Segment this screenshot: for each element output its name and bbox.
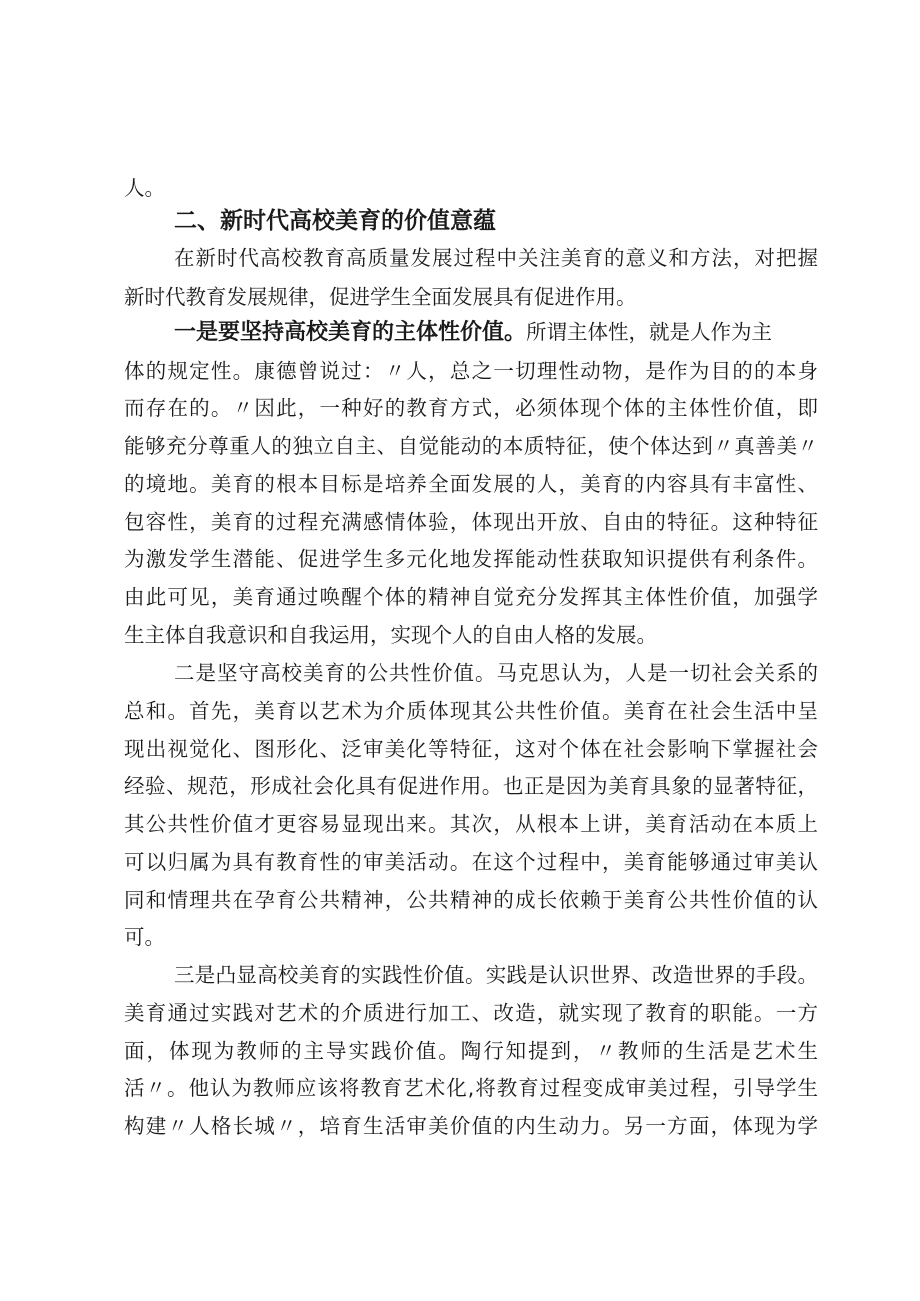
paragraph-line: 美育通过实践对艺术的介质进行加工、改造，就实现了教育的职能。一方 bbox=[124, 1001, 818, 1025]
paragraph-text: 所谓主体性，就是人作为主 bbox=[526, 320, 773, 344]
paragraph-line: 三是凸显高校美育的实践性价值。实践是认识世界、改造世界的手段。 bbox=[174, 963, 818, 987]
paragraph-line: 面，体现为教师的主导实践价值。陶行知提到，〃教师的生活是艺术生 bbox=[124, 1039, 818, 1063]
section-heading: 二、新时代高校美育的价值意蕴 bbox=[174, 208, 496, 234]
paragraph-line: 活〃。他认为教师应该将教育艺术化,将教育过程变成审美过程，引导学生 bbox=[124, 1076, 818, 1100]
paragraph-line: 经验、规范，形成社会化具有促进作用。也正是因为美育具象的显著特征， bbox=[124, 774, 818, 798]
paragraph-line: 包容性，美育的过程充满感情体验，体现出开放、自由的特征。这种特征 bbox=[124, 510, 818, 534]
paragraph-line: 同和情理共在孕育公共精神，公共精神的成长依赖于美育公共性价值的认 bbox=[124, 888, 818, 912]
paragraph-line: 在新时代高校教育高质量发展过程中关注美育的意义和方法，对把握 bbox=[174, 246, 818, 270]
paragraph-line: 由此可见，美育通过唤醒个体的精神自觉充分发挥其主体性价值，加强学 bbox=[124, 585, 818, 609]
paragraph-line: 体的规定性。康德曾说过：〃人，总之一切理性动物，是作为目的的本身 bbox=[124, 359, 818, 383]
paragraph-line: 新时代教育发展规律，促进学生全面发展具有促进作用。 bbox=[124, 285, 637, 309]
paragraph-line: 二是坚守高校美育的公共性价值。马克思认为，人是一切社会关系的 bbox=[174, 661, 818, 685]
paragraph-line: 构建〃人格长城〃，培育生活审美价值的内生动力。另一方面，体现为学 bbox=[124, 1114, 818, 1138]
paragraph-line: 可以归属为具有教育性的审美活动。在这个过程中，美育能够通过审美认 bbox=[124, 850, 818, 874]
paragraph-line: 可。 bbox=[124, 925, 165, 949]
paragraph-line: 其公共性价值才更容易显现出来。其次，从根本上讲，美育活动在本质上 bbox=[124, 812, 818, 836]
paragraph-line: 生主体自我意识和自我运用，实现个人的自由人格的发展。 bbox=[124, 623, 657, 647]
paragraph-line: 能够充分尊重人的独立自主、自觉能动的本质特征，使个体达到〃真善美〃 bbox=[124, 434, 818, 458]
paragraph-line bbox=[174, 314, 874, 350]
paragraph-line: 总和。首先，美育以艺术为介质体现其公共性价值。美育在社会生活中呈 bbox=[124, 699, 818, 723]
paragraph-line: 现出视觉化、图形化、泛审美化等特征，这对个体在社会影响下掌握社会 bbox=[124, 737, 818, 761]
paragraph-line: 而存在的。〃因此，一种好的教育方式，必须体现个体的主体性价值，即 bbox=[124, 396, 818, 420]
paragraph-line: 的境地。美育的根本目标是培养全面发展的人，美育的内容具有丰富性、 bbox=[124, 472, 818, 496]
paragraph-line: 人。 bbox=[124, 176, 165, 200]
paragraph-line: 为激发学生潜能、促进学生多元化地发挥能动性获取知识提供有利条件。 bbox=[124, 547, 818, 571]
bold-lead-sentence: 一是要坚持高校美育的主体性价值。 bbox=[174, 320, 527, 345]
